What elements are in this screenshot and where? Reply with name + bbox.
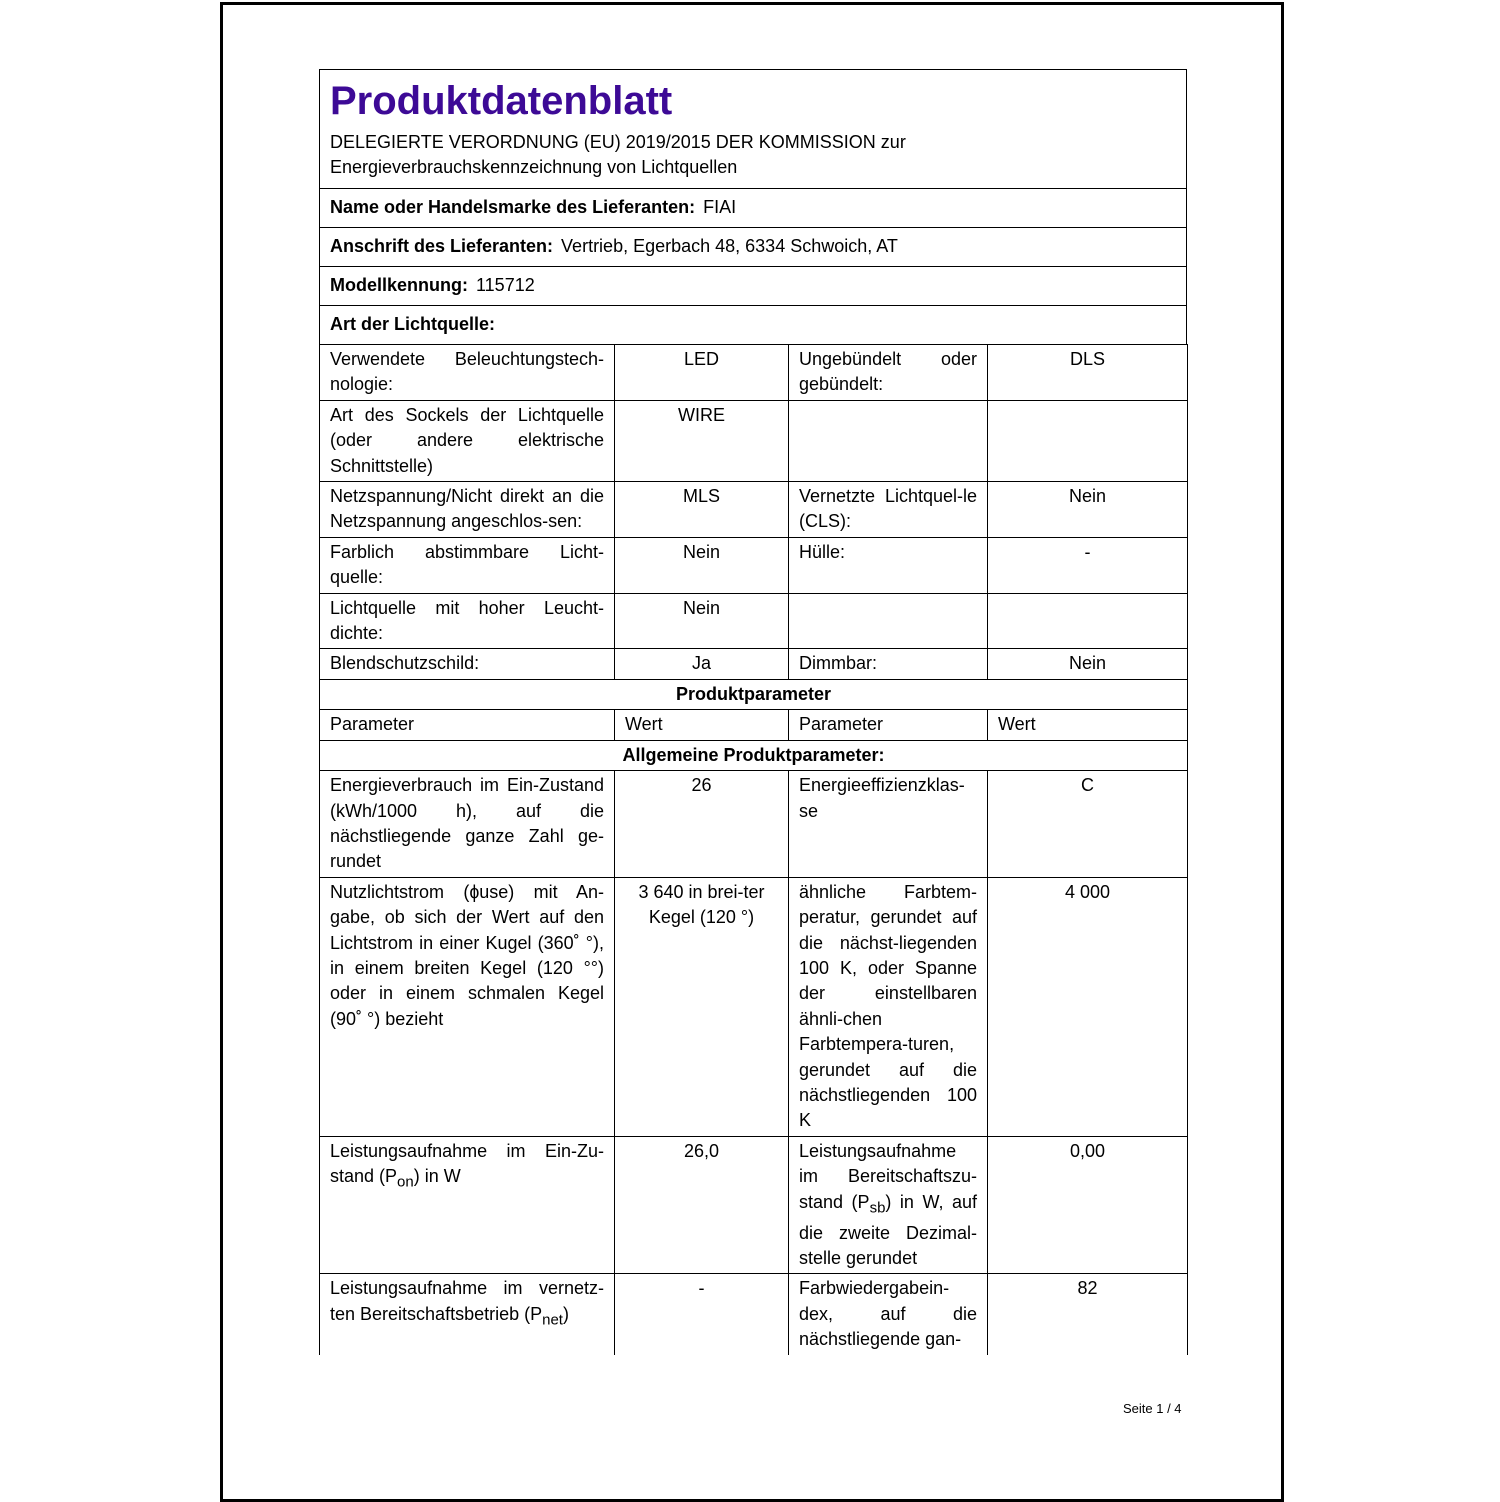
section-heading-row [320,740,1188,770]
table-row: Nutzlichtstrom (ɸuse) mit An-gabe, ob sich der Wert auf den Lichtstrom in einer Kugel (360˚ °), in einem breiten Kegel (120 °°) oder in einem schmalen Kegel (90˚ °) bezieht 3 640 in brei-ter Kegel (120 °) ähnliche Farbtem-peratur, gerundet auf die nächst-liegenden 100 K, oder Spanne der einstellbaren ähnli-chen Farbtempera-turen, gerundet auf die nächstliegenden 100 K 4 000 [320,877,1188,1136]
table-row: Lichtquelle mit hoher Leucht-dichte: Nein [320,593,1188,649]
column-header: Wert [988,710,1188,740]
parameter-table [319,344,1188,1355]
supplier-name-row: Name oder Handelsmarke des Lieferanten: FIAI [320,188,1186,227]
page-number: Seite 1 / 4 [1123,1401,1182,1416]
table-row: Art des Sockels der Lichtquelle (oder andere elektrische Schnittstelle) WIRE [320,400,1188,481]
supplier-address-row: Anschrift des Lieferanten: Vertrieb, Egerbach 48, 6334 Schwoich, AT [320,227,1186,266]
table-row: Blendschutzschild: Ja Dimmbar: Nein [320,649,1188,679]
column-header: Parameter [320,710,615,740]
datasheet [319,69,1187,1355]
document-page [220,2,1284,1502]
table-row: Netzspannung/Nicht direkt an die Netzspannung angeschlos-sen: MLS Vernetzte Lichtquel-le (CLS): Nein [320,482,1188,538]
table-row: Leistungsaufnahme im Ein-Zu-stand $(P_{on})$ in W 26,0 Leistungsaufnahme im Bereitschaftszu-stand $(P_{sb})$ in W, auf die zweite Dezimal-stelle gerundet 0,00 [320,1136,1188,1274]
section-product-parameters: Produktparameter [320,679,1188,709]
table-row: Verwendete Beleuchtungstech-nologie: LED Ungebündelt oder gebündelt: DLS [320,345,1188,401]
section-general-parameters: Allgemeine Produktparameter: [320,740,1188,770]
column-header-row [320,710,1188,740]
table-row: Energieverbrauch im Ein-Zustand (kWh/1000 h), auf die nächstliegende ganze Zahl ge-rundet 26 Energieeffizienzklas-se C [320,771,1188,878]
table-row: Leistungsaufnahme im vernetz-ten Bereitschaftsbetrieb $(P_{net})$ - Farbwiedergabein-dex, auf die nächstliegende gan- 82 [320,1274,1188,1355]
column-header: Wert [615,710,789,740]
model-row: Modellkennung: 115712 [320,266,1186,305]
section-heading-row [320,679,1188,709]
datasheet-header [319,69,1187,344]
table-row: Farblich abstimmbare Licht-quelle: Nein Hülle: - [320,537,1188,593]
regulation-subtitle: DELEGIERTE VERORDNUNG (EU) 2019/2015 DER KOMMISSION zur Energieverbrauchskennzeichnung von Lichtquellen [330,132,906,177]
page-title: Produktdatenblatt [330,79,673,123]
column-header: Parameter [789,710,988,740]
light-source-type-row: Art der Lichtquelle: [320,305,1186,344]
